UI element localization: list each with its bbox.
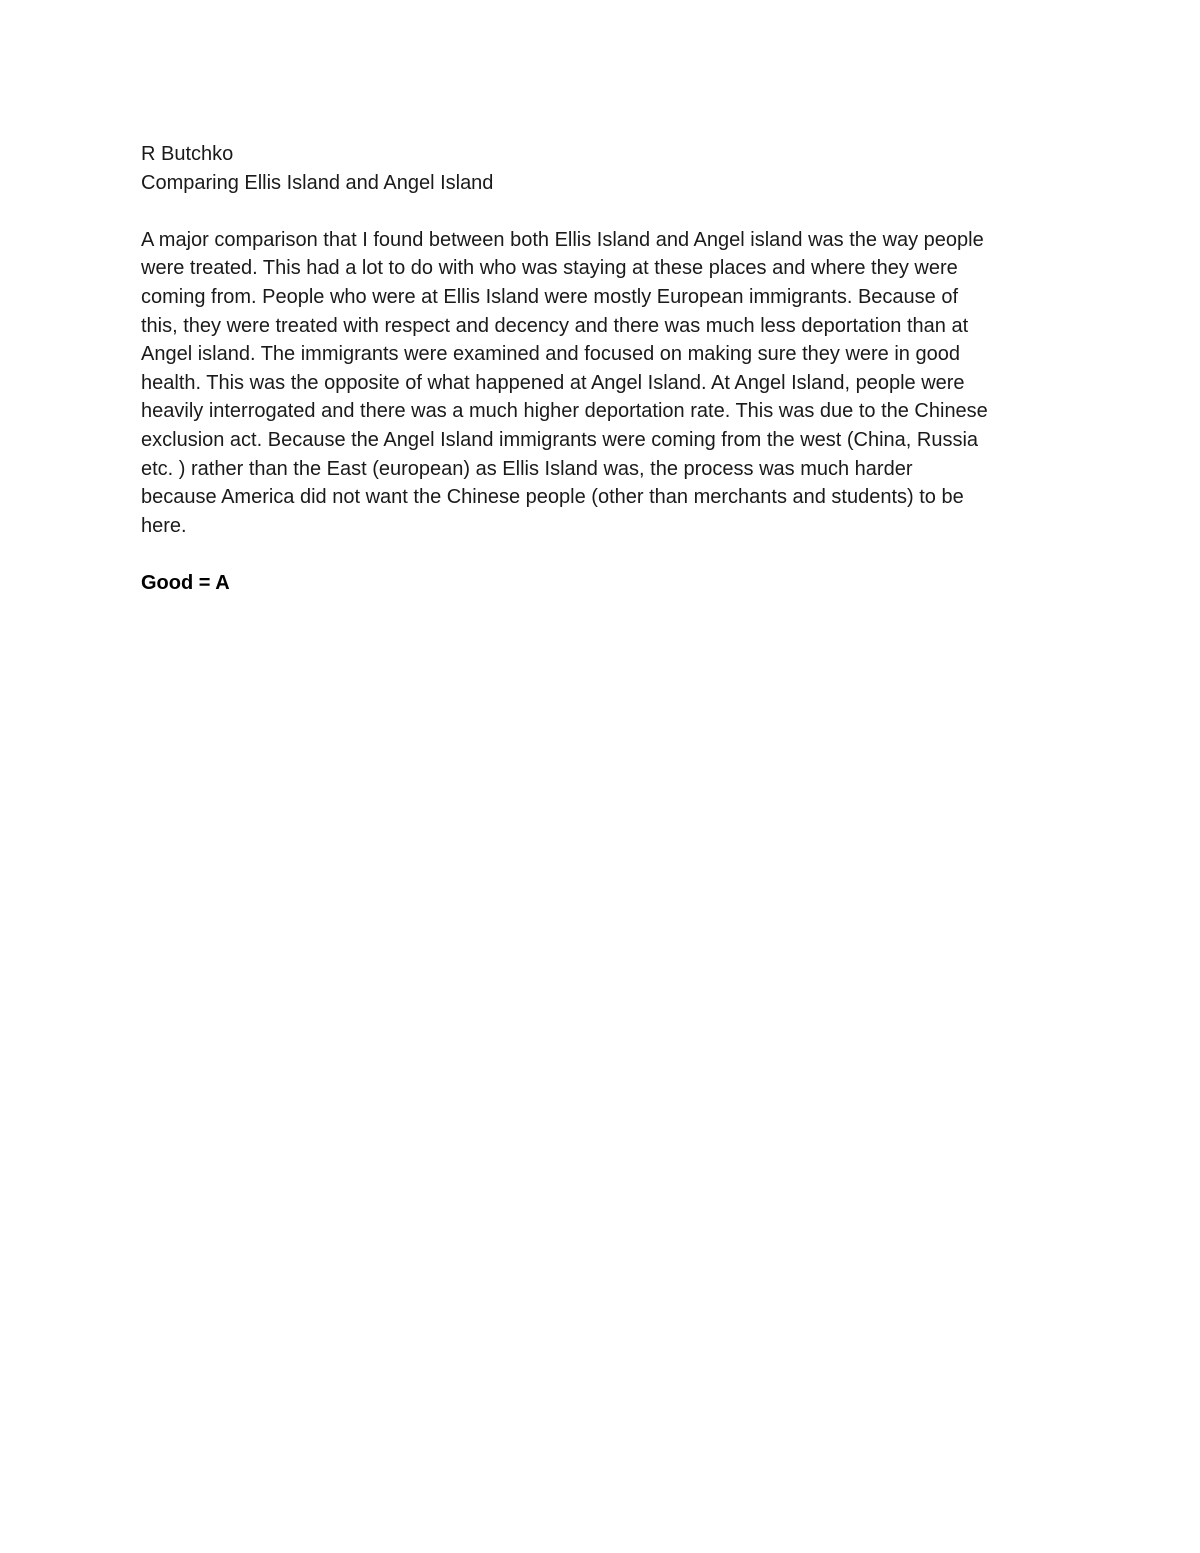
paragraph-line: were treated. This had a lot to do with who was staying at these places and where they were [141,257,958,280]
document-title: Comparing Ellis Island and Angel Island [141,171,494,194]
paragraph-line: this, they were treated with respect and decency and there was much less deportation than at [141,314,969,337]
paragraph-line: Angel island. The immigrants were examined and focused on making sure they were in good [141,343,960,366]
paragraph-line: etc. ) rather than the East (european) as Ellis Island was, the process was much harder [141,457,913,480]
body-paragraph [141,226,1071,541]
paragraph-line: because America did not want the Chinese people (other than merchants and students) to be [141,486,964,509]
grade-note: Good = A [141,571,230,594]
author-name: R Butchko [141,143,234,165]
document-body [141,140,1071,598]
paragraph-line: here. [141,514,187,537]
paragraph-line: A major comparison that I found between both Ellis Island and Angel island was the way people [141,228,984,251]
paragraph-line: heavily interrogated and there was a much higher deportation rate. This was due to the Chinese [141,400,988,423]
paragraph-line: exclusion act. Because the Angel Island immigrants were coming from the west (China, Russia [141,428,979,451]
paragraph-line: health. This was the opposite of what happened at Angel Island. At Angel Island, people were [141,371,965,394]
header-block [141,140,1071,197]
paragraph-line: coming from. People who were at Ellis Island were mostly European immigrants. Because of [141,285,959,308]
